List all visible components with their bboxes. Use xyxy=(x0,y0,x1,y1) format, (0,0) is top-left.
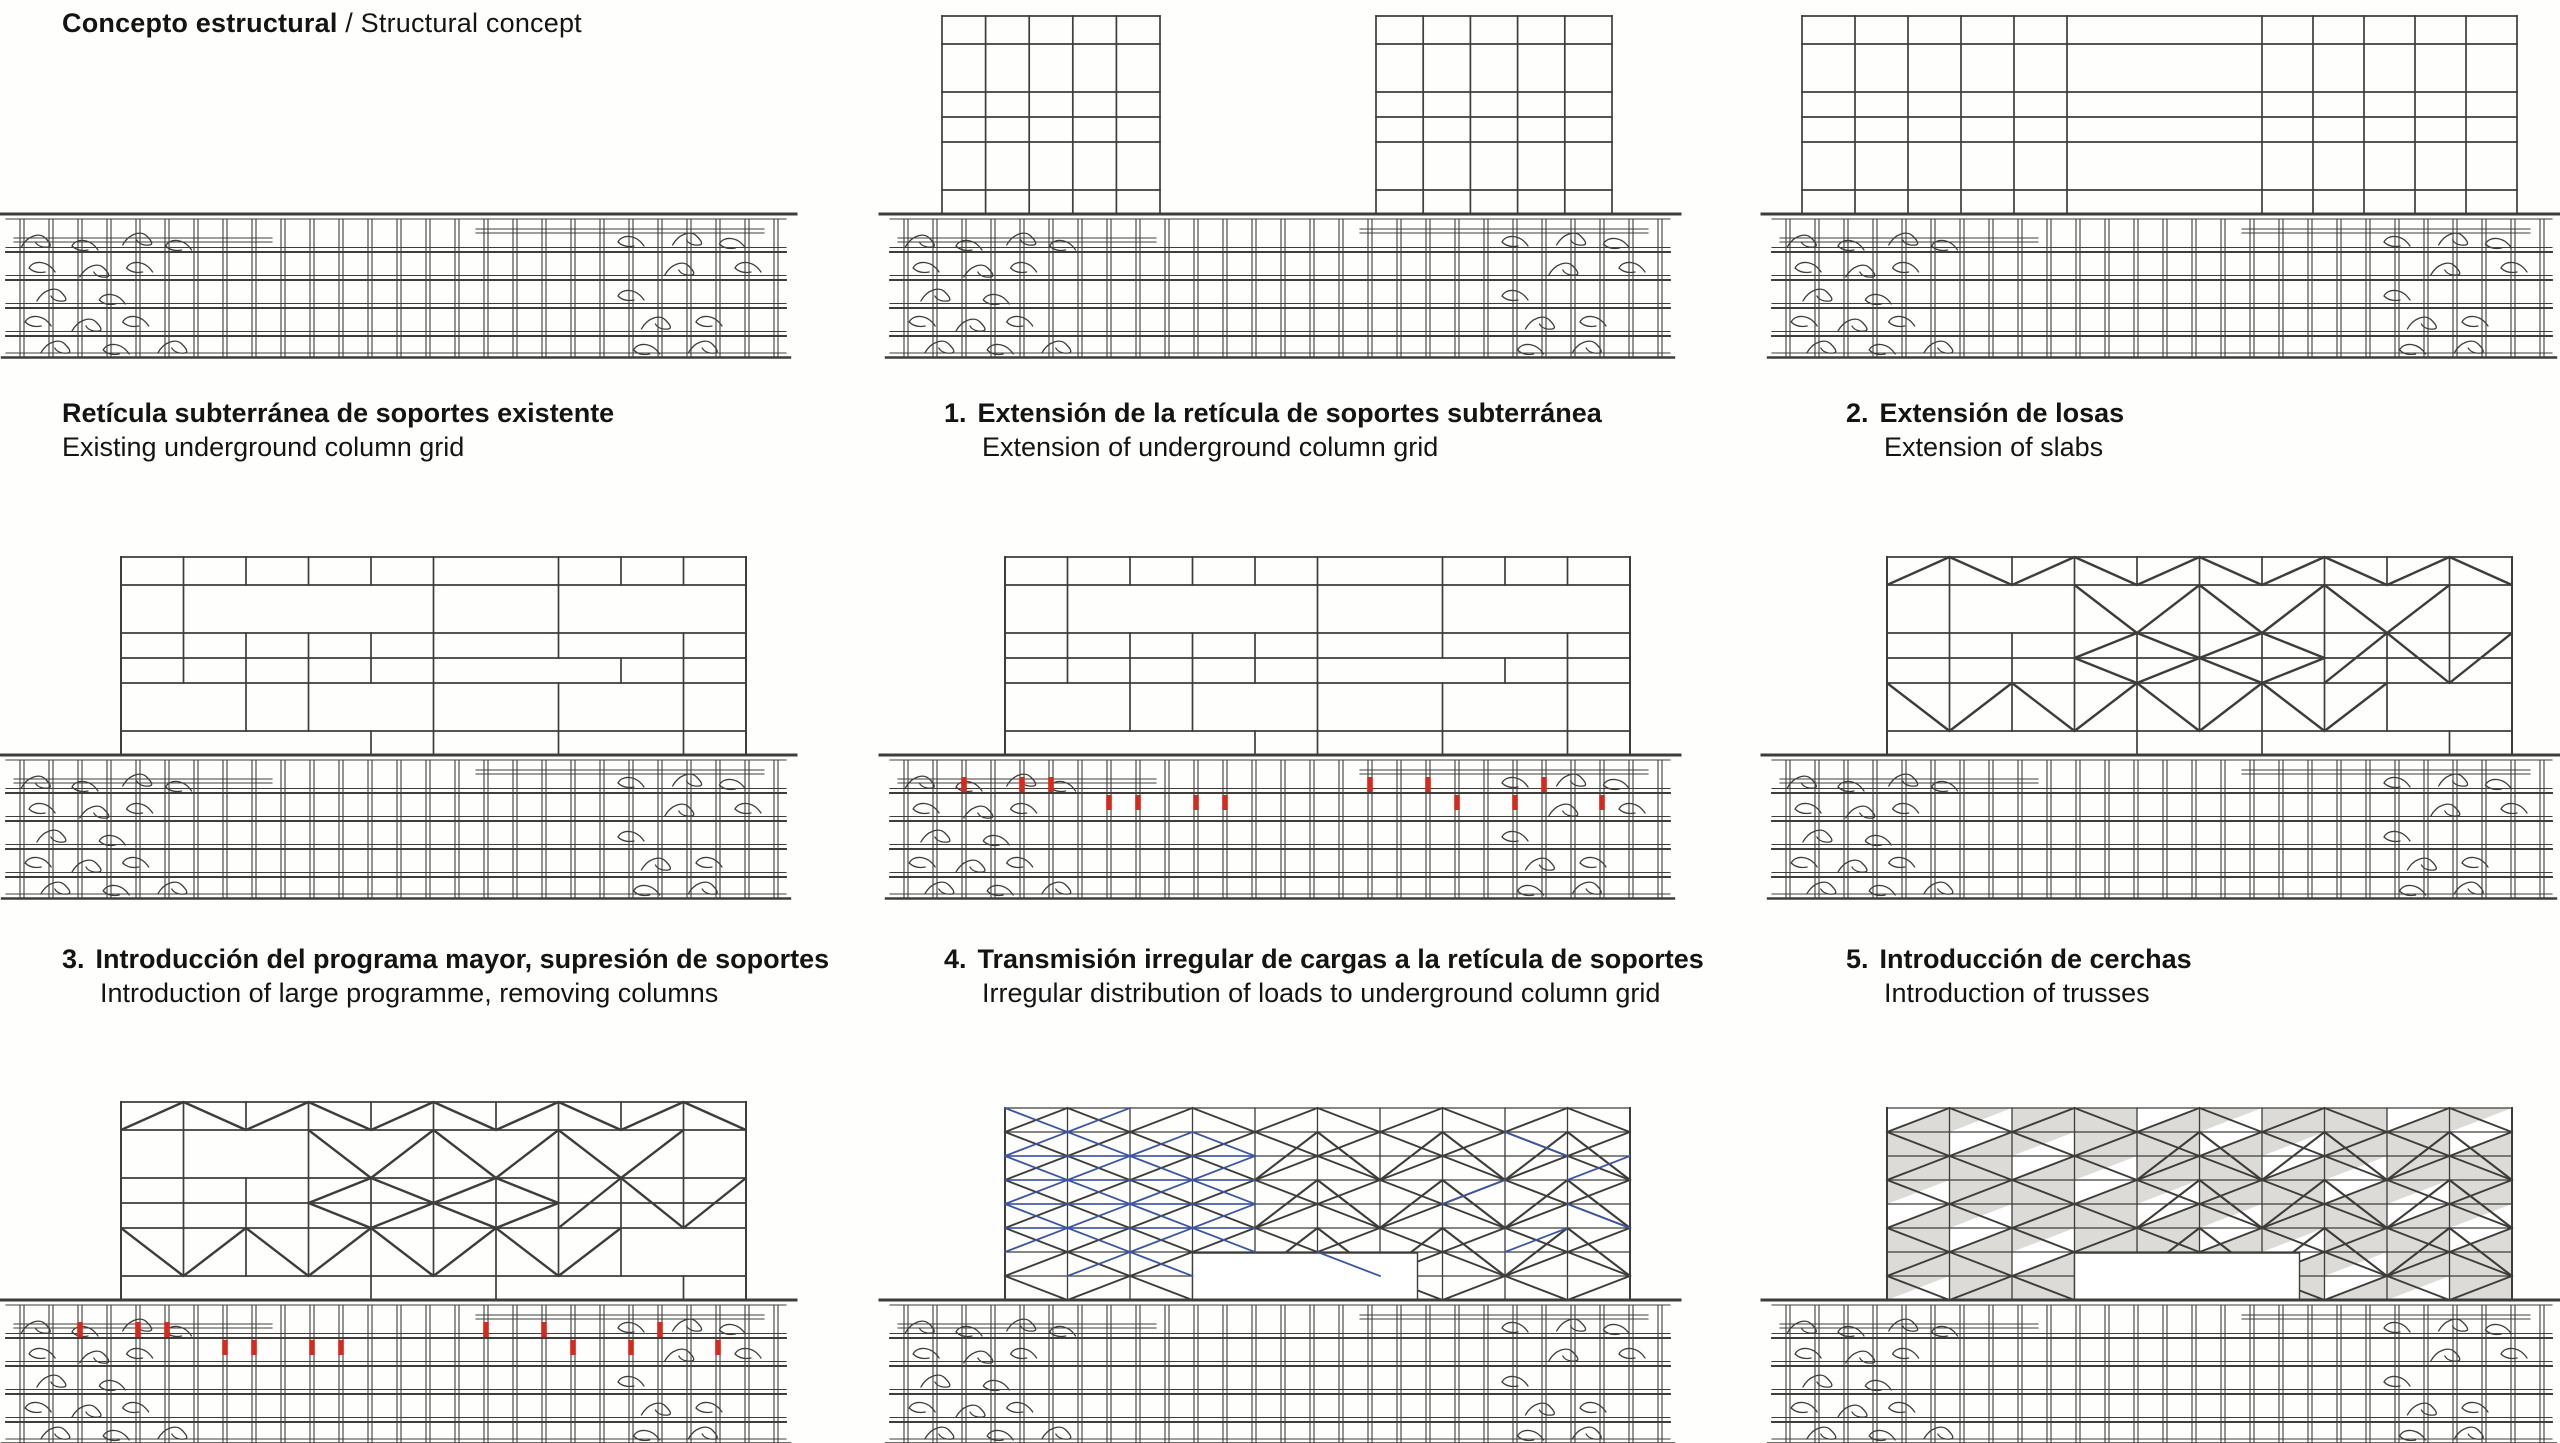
above-structure xyxy=(942,16,1612,214)
underground-grid xyxy=(1762,755,2560,899)
caption-number: 5. xyxy=(1846,944,1869,974)
caption-number: 4. xyxy=(944,944,967,974)
caption-step-1 xyxy=(944,396,1602,464)
above-structure xyxy=(1802,16,2517,214)
above-structure xyxy=(1005,557,1630,755)
caption-english: Extension of slabs xyxy=(1884,432,2104,462)
caption-spanish: Retícula subterránea de soportes existente xyxy=(62,398,615,428)
caption-spanish: Transmisión irregular de cargas a la retícula de soportes xyxy=(977,944,1704,974)
above-structure xyxy=(121,1102,746,1300)
underground-grid xyxy=(1762,1300,2560,1443)
caption-step-3 xyxy=(62,942,829,1010)
diagram-step-2 xyxy=(1762,16,2560,358)
above-structure xyxy=(1887,1108,2512,1300)
above-structure xyxy=(1887,557,2512,755)
caption-english: Existing underground column grid xyxy=(62,432,465,462)
diagram-step-4 xyxy=(880,557,1680,899)
diagram-step-6 xyxy=(0,1102,796,1443)
caption-step-2 xyxy=(1846,396,2124,464)
diagram-step-5 xyxy=(1762,557,2560,899)
diagram-existing-grid xyxy=(0,214,796,358)
caption-step-4 xyxy=(944,942,1704,1010)
diagram-step-1 xyxy=(880,16,1680,358)
caption-spanish: Introducción del programa mayor, supresión de soportes xyxy=(95,944,830,974)
caption-english: Introduction of trusses xyxy=(1884,978,2150,1008)
title-spanish: Concepto estructural xyxy=(62,8,338,38)
caption-spanish: Extensión de losas xyxy=(1879,398,2125,428)
caption-existing-grid xyxy=(62,396,614,464)
underground-grid xyxy=(1762,214,2560,358)
diagram-step-7 xyxy=(880,1108,1680,1443)
above-structure xyxy=(121,557,746,755)
caption-number: 3. xyxy=(62,944,85,974)
underground-grid xyxy=(0,1300,796,1443)
underground-grid xyxy=(880,214,1680,358)
underground-grid xyxy=(0,755,796,899)
caption-english: Extension of underground column grid xyxy=(982,432,1439,462)
caption-spanish: Extensión de la retícula de soportes subterránea xyxy=(977,398,1602,428)
diagram-step-8 xyxy=(1762,1108,2560,1443)
underground-grid xyxy=(880,1300,1680,1443)
underground-grid xyxy=(0,214,796,358)
above-structure xyxy=(1005,1108,1630,1300)
caption-spanish: Introducción de cerchas xyxy=(1879,944,2192,974)
underground-grid xyxy=(880,755,1680,899)
caption-english: Irregular distribution of loads to underground column grid xyxy=(982,978,1661,1008)
caption-english: Introduction of large programme, removing columns xyxy=(100,978,719,1008)
caption-number: 1. xyxy=(944,398,967,428)
title-english: Structural concept xyxy=(360,8,582,38)
caption-step-5 xyxy=(1846,942,2192,1010)
title-separator: / xyxy=(345,8,353,38)
diagram-step-3 xyxy=(0,557,796,899)
caption-number: 2. xyxy=(1846,398,1869,428)
